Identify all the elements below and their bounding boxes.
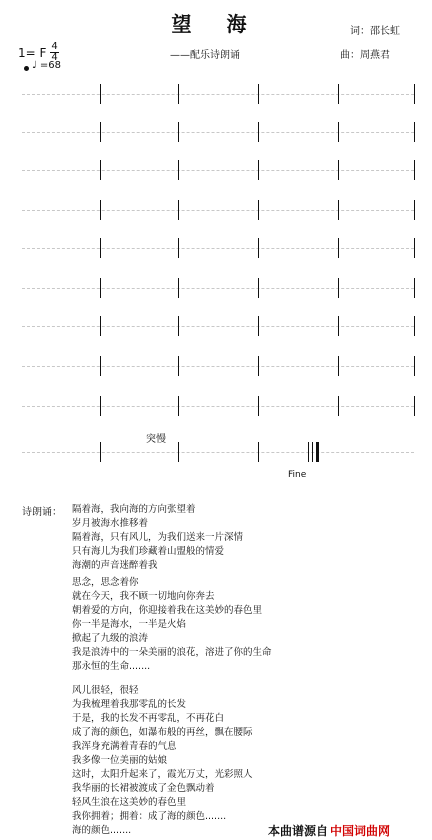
- recitation-stanza: [72, 576, 272, 674]
- barline: [258, 84, 259, 104]
- staff-line: [22, 288, 414, 289]
- recitation-line: 我华丽的长裙被渡成了金色飘动着: [72, 783, 215, 794]
- composer-credit: 曲：周燕君: [340, 50, 390, 61]
- barline: [258, 316, 259, 336]
- barline: [100, 200, 101, 220]
- staff-row: [22, 236, 414, 260]
- recitation-line: 我是浪涛中的一朵美丽的浪花，溶进了你的生命: [72, 647, 272, 658]
- staff-line: [22, 94, 414, 95]
- barline: [100, 442, 101, 462]
- barline: [414, 84, 415, 104]
- barline: [338, 238, 339, 258]
- barline: [178, 160, 179, 180]
- barline: [100, 122, 101, 142]
- barline: [338, 278, 339, 298]
- barline: [338, 316, 339, 336]
- recitation-line: 就在今天，我不顾一切地向你奔去: [72, 591, 215, 602]
- final-barline: [312, 442, 313, 462]
- staff-row: [22, 120, 414, 144]
- recitation-line: 思念，思念着你: [72, 577, 139, 588]
- staff-line: [22, 326, 414, 327]
- recitation-line: 轻风生浪在这美妙的春色里: [72, 797, 187, 808]
- lyricist-credit: 词：邵长虹: [350, 26, 400, 37]
- barline: [338, 122, 339, 142]
- recitation-line: 岁月被海水推移着: [72, 518, 149, 529]
- staff-row: [22, 82, 414, 106]
- footer-site-link[interactable]: 中国词曲网: [330, 824, 391, 838]
- barline: [338, 200, 339, 220]
- staff-row: [22, 440, 414, 464]
- staff-row: [22, 314, 414, 338]
- barline: [338, 396, 339, 416]
- recitation-line: 隔着海，只有风儿，为我们送来一片深情: [72, 532, 244, 543]
- recitation-line: 掀起了九级的浪涛: [72, 633, 149, 644]
- staff-line: [22, 248, 414, 249]
- barline: [100, 316, 101, 336]
- barline: [178, 356, 179, 376]
- barline: [258, 200, 259, 220]
- subtitle: ——配乐诗朗诵: [170, 50, 240, 61]
- recitation-line: 隔着海，我向海的方向张望着: [72, 504, 196, 515]
- barline: [338, 356, 339, 376]
- staff-row: [22, 198, 414, 222]
- barline: [338, 84, 339, 104]
- barline: [414, 122, 415, 142]
- barline: [414, 238, 415, 258]
- meter-bottom: 4: [51, 52, 58, 63]
- barline: [178, 278, 179, 298]
- barline: [100, 278, 101, 298]
- recitation-line: 朝着爱的方向，你迎接着我在这美妙的春色里: [72, 605, 263, 616]
- recitation-line: 我多像一位美丽的姑娘: [72, 755, 168, 766]
- barline: [414, 160, 415, 180]
- staff-line: [22, 210, 414, 211]
- barline: [258, 122, 259, 142]
- recitation-line: 海潮的声音迷醉着我: [72, 560, 158, 571]
- tempo-dot-icon: [24, 66, 29, 71]
- recitation-stanza: [72, 684, 253, 838]
- barline: [258, 442, 259, 462]
- barline: [414, 356, 415, 376]
- recitation-line: 你一半是海水，一半是火焰: [72, 619, 187, 630]
- staff-row: [22, 394, 414, 418]
- staff-row: [22, 276, 414, 300]
- recitation-line: 成了海的颜色，如瀑布般的再丝，飘在腰际: [72, 727, 253, 738]
- barline: [414, 200, 415, 220]
- tempo-marking: ♩ =68: [32, 60, 61, 71]
- barline: [178, 316, 179, 336]
- recitation-line: 那永恒的生命.......: [72, 661, 151, 672]
- staff-line: [22, 170, 414, 171]
- staff-line: [22, 452, 414, 453]
- recitation-line: 只有海儿为我们珍藏着山盟般的情爱: [72, 546, 225, 557]
- song-title: 望 海: [171, 12, 261, 36]
- barline: [178, 396, 179, 416]
- barline: [178, 238, 179, 258]
- recitation-line: 我你拥着；拥着：成了海的颜色.......: [72, 811, 227, 822]
- meter-top: 4: [51, 41, 58, 52]
- barline: [178, 122, 179, 142]
- staff-row: [22, 158, 414, 182]
- barline: [178, 200, 179, 220]
- barline: [258, 356, 259, 376]
- staff-line: [22, 132, 414, 133]
- barline: [258, 238, 259, 258]
- key-label: 1= F: [18, 45, 47, 60]
- recitation-line: 海的颜色.......: [72, 825, 132, 836]
- barline: [258, 396, 259, 416]
- recitation-line: 为我梳理着我那零乱的长发: [72, 699, 187, 710]
- barline: [414, 278, 415, 298]
- barline: [414, 396, 415, 416]
- footer-source: 本曲谱源自: [268, 824, 329, 838]
- barline: [338, 160, 339, 180]
- recitation-line: 我浑身充满着青春的气息: [72, 741, 177, 752]
- recitation-stanza: [72, 503, 243, 573]
- barline: [100, 160, 101, 180]
- recitation-line: 这时，太阳升起来了，霞光万丈，光彩照人: [72, 769, 253, 780]
- barline: [178, 442, 179, 462]
- barline: [100, 238, 101, 258]
- recitation-label: 诗朗诵：: [22, 507, 62, 518]
- barline: [308, 442, 309, 462]
- barline: [100, 356, 101, 376]
- barline: [178, 84, 179, 104]
- barline: [100, 84, 101, 104]
- staff-line: [22, 366, 414, 367]
- fine-mark: Fine: [288, 470, 307, 480]
- tempo-change-mark: 突慢: [146, 434, 166, 445]
- barline: [414, 316, 415, 336]
- recitation-line: 于是，我的长发不再零乱，不再花白: [72, 713, 225, 724]
- staff-row: [22, 354, 414, 378]
- barline: [100, 396, 101, 416]
- staff-line: [22, 406, 414, 407]
- recitation-line: 风儿很轻，很轻: [72, 685, 139, 696]
- barline: [258, 160, 259, 180]
- barline: [258, 278, 259, 298]
- final-barline: [316, 442, 319, 462]
